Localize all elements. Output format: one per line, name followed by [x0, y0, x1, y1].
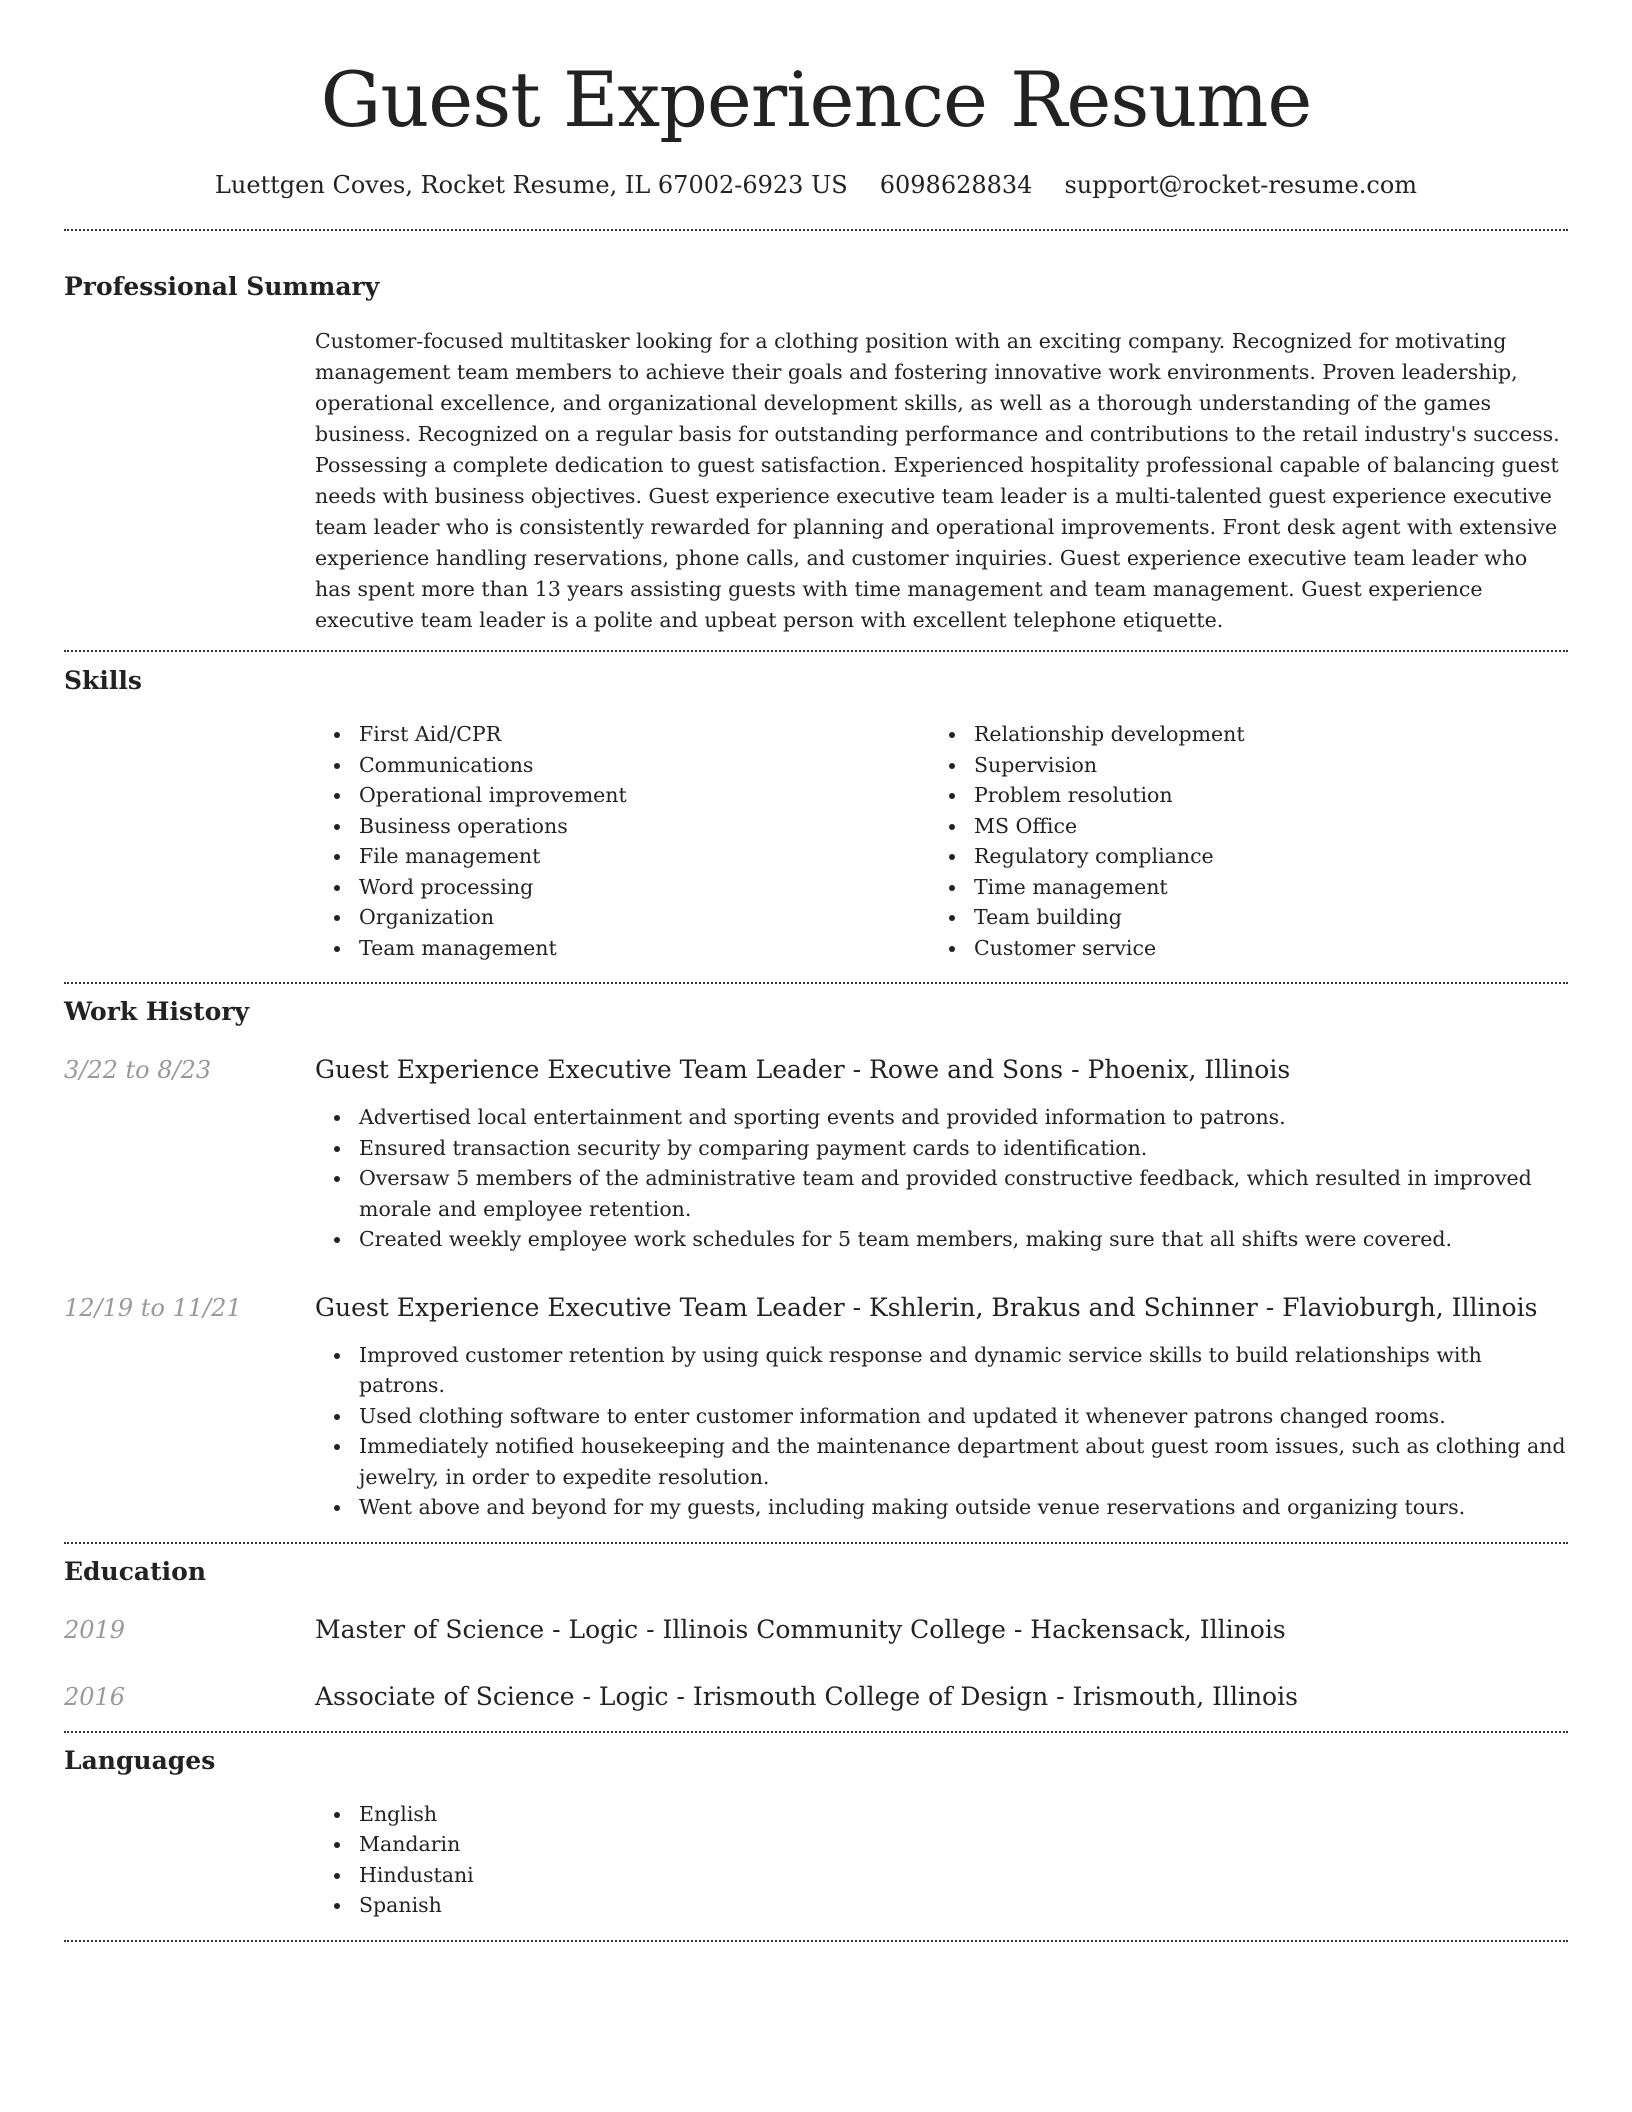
contact-info [64, 170, 1568, 200]
skill-item: First Aid/CPR [359, 719, 930, 750]
section-title-education: Education [64, 1556, 207, 1586]
skill-item: Word processing [359, 872, 930, 903]
skill-item: Organization [359, 902, 930, 933]
job-bullets [315, 1102, 1568, 1255]
job-bullet: Oversaw 5 members of the administrative team and provided constructive feedback, which resulted in improved morale and employee retention. [359, 1163, 1568, 1224]
divider [64, 1542, 1568, 1544]
skill-item: Business operations [359, 811, 930, 842]
skill-item: Time management [974, 872, 1545, 903]
education-year: 2016 [64, 1682, 126, 1711]
resume-title: Guest Experience Resume [320, 55, 1312, 144]
skill-item: File management [359, 841, 930, 872]
education-entry [64, 1682, 1568, 1712]
divider [64, 1731, 1568, 1733]
section-title-summary: Professional Summary [64, 272, 380, 301]
job-bullet: Advertised local entertainment and sporting events and provided information to patrons. [359, 1102, 1568, 1133]
job-title: Guest Experience Executive Team Leader - Kshlerin, Brakus and Schinner - Flavioburgh, Illinois [315, 1292, 1538, 1322]
language-item: Mandarin [359, 1829, 1568, 1860]
divider [64, 1940, 1568, 1942]
section-title-work: Work History [64, 997, 250, 1026]
languages-section [64, 1746, 1568, 1921]
language-item: English [359, 1799, 1568, 1830]
education-year: 2019 [64, 1615, 126, 1644]
education-degree: Associate of Science - Logic - Irismouth College of Design - Irismouth, Illinois [315, 1681, 1298, 1711]
skills-list-left [315, 719, 930, 963]
skills-section [64, 666, 1568, 963]
job-bullet: Ensured transaction security by comparing payment cards to identification. [359, 1133, 1568, 1164]
job-title: Guest Experience Executive Team Leader - Rowe and Sons - Phoenix, Illinois [315, 1055, 1291, 1084]
job-bullets [315, 1340, 1568, 1523]
skill-item: Relationship development [974, 719, 1545, 750]
summary-text: Customer-focused multitasker looking for a clothing position with an exciting company. Recognized for motivating management team members to achieve their goals and fostering innovative work environments. Proven leadership, operational excellence, and organizational development skills, as well as a thorough understanding of the games business. Recognized on a regular basis for outstanding performance and contributions to the retail industry's success. Possessing a complete dedication to guest satisfaction. Experienced hospitality professional capable of balancing guest needs with business objectives. Guest experience executive team leader is a multi-talented guest experience executive team leader who is consistently rewarded for planning and operational improvements. Front desk agent with extensive experience handling reservations, phone calls, and customer inquiries. Guest experience executive team leader who has spent more than 13 years assisting guests with time management and team management. Guest experience executive team leader is a polite and upbeat person with excellent telephone etiquette. [315, 329, 1560, 632]
skill-item: Problem resolution [974, 780, 1545, 811]
contact-address: Luettgen Coves, Rocket Resume, IL 67002-6923 US [214, 171, 848, 199]
education-section [64, 1557, 1568, 1712]
skill-item: Supervision [974, 750, 1545, 781]
skill-item: Customer service [974, 933, 1545, 964]
language-item: Hindustani [359, 1860, 1568, 1891]
contact-email: support@rocket-resume.com [1064, 171, 1418, 199]
work-section [64, 997, 1568, 1523]
divider [64, 982, 1568, 984]
job-entry [64, 1293, 1568, 1523]
skills-list-right [930, 719, 1545, 963]
job-entry [64, 1055, 1568, 1255]
skill-item: Regulatory compliance [974, 841, 1545, 872]
skill-item: Team building [974, 902, 1545, 933]
summary-section [64, 272, 1568, 636]
skill-item: Operational improvement [359, 780, 930, 811]
job-bullet: Immediately notified housekeeping and the maintenance department about guest room issues, such as clothing and jewelry, in order to expedite resolution. [359, 1431, 1568, 1492]
job-bullet: Used clothing software to enter customer information and updated it whenever patrons changed rooms. [359, 1401, 1568, 1432]
job-bullet: Created weekly employee work schedules for 5 team members, making sure that all shifts were covered. [359, 1224, 1568, 1255]
resume-page [64, 0, 1568, 1942]
education-degree: Master of Science - Logic - Illinois Community College - Hackensack, Illinois [315, 1614, 1286, 1644]
job-dates: 12/19 to 11/21 [64, 1293, 242, 1322]
job-dates: 3/22 to 8/23 [64, 1056, 212, 1084]
contact-phone: 6098628834 [879, 171, 1033, 199]
language-item: Spanish [359, 1890, 1568, 1921]
skill-item: Communications [359, 750, 930, 781]
divider [64, 650, 1568, 652]
education-entry [64, 1615, 1568, 1645]
skill-item: Team management [359, 933, 930, 964]
job-bullet: Went above and beyond for my guests, including making outside venue reservations and organizing tours. [359, 1492, 1568, 1523]
divider [64, 229, 1568, 231]
languages-list [315, 1799, 1568, 1921]
skill-item: MS Office [974, 811, 1545, 842]
section-title-languages: Languages [64, 1745, 216, 1775]
job-bullet: Improved customer retention by using quick response and dynamic service skills to build relationships with patrons. [359, 1340, 1568, 1401]
section-title-skills: Skills [64, 666, 142, 695]
